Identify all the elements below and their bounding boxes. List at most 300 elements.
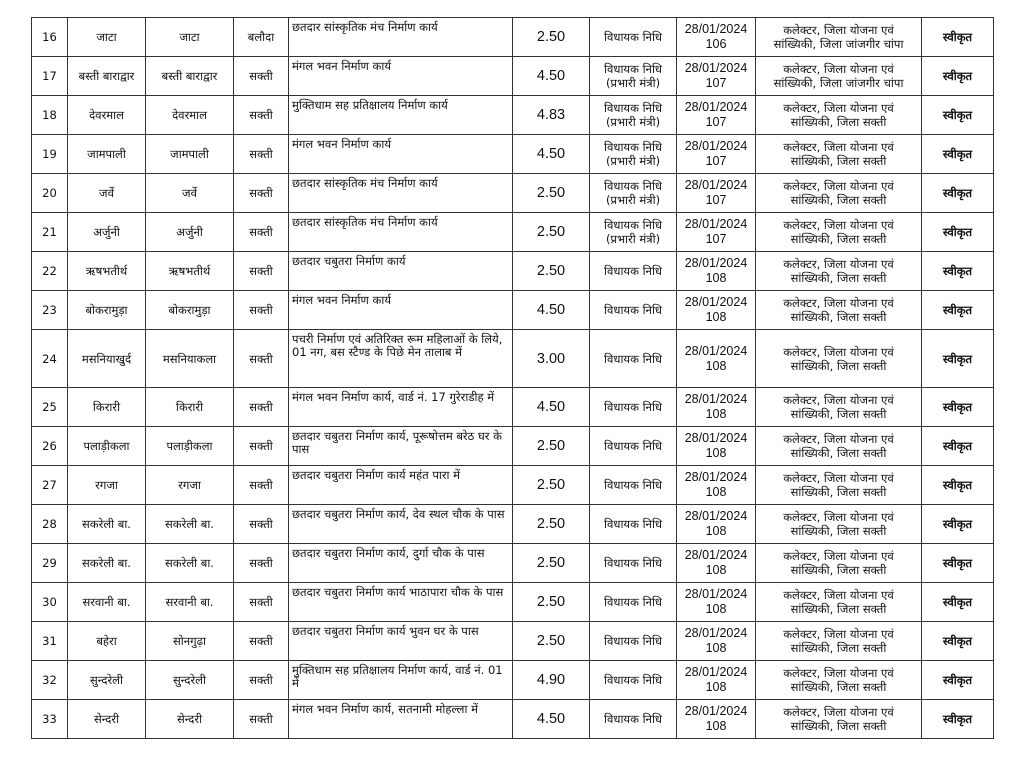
- fund-source: विधायक निधि: [604, 30, 662, 44]
- serial-number: 21: [42, 225, 57, 239]
- status-cell: [922, 18, 994, 57]
- authority-line-1: कलेक्टर, जिला योजना एवं: [783, 471, 894, 485]
- amount-cell: [513, 96, 590, 135]
- authority-line-2: सांख्यिकी, जिला सक्ती: [790, 154, 887, 168]
- work-description-cell: [289, 213, 513, 252]
- serial-number: 28: [42, 517, 57, 531]
- sanctioned-amount: 2.50: [536, 224, 566, 240]
- order-date-cell: [677, 427, 756, 466]
- work-description-cell: [289, 57, 513, 96]
- authority-cell: [756, 18, 922, 57]
- amount-cell: [513, 505, 590, 544]
- order-number: 107: [705, 76, 727, 90]
- fund-source-cell: [590, 18, 677, 57]
- village-cell: [68, 252, 146, 291]
- serial-number-cell: [32, 544, 68, 583]
- fund-source: विधायक निधि: [604, 264, 662, 278]
- serial-number-cell: [32, 700, 68, 739]
- status-label: स्वीकृत: [942, 225, 973, 239]
- order-date: 28/01/2024: [684, 470, 748, 484]
- status-label: स्वीकृत: [942, 673, 973, 687]
- status-cell: [922, 505, 994, 544]
- authority-cell: [756, 622, 922, 661]
- village-name: पलाड़ीकला: [83, 439, 130, 453]
- amount-cell: [513, 544, 590, 583]
- village-cell: [68, 213, 146, 252]
- status-label: स्वीकृत: [942, 556, 973, 570]
- fund-source-cell: [590, 96, 677, 135]
- amount-cell: [513, 18, 590, 57]
- serial-number: 17: [42, 69, 57, 83]
- serial-number-cell: [32, 252, 68, 291]
- gram-panchayat-cell: [146, 57, 234, 96]
- order-date: 28/01/2024: [684, 256, 748, 270]
- work-description: छतदार चबुतरा निर्माण कार्य महंत पारा में: [292, 468, 461, 482]
- gram-panchayat-name: बस्ती बाराद्वार: [161, 69, 218, 83]
- amount-cell: [513, 388, 590, 427]
- table-row: [32, 427, 994, 466]
- village-cell: [68, 330, 146, 388]
- order-date: 28/01/2024: [684, 392, 748, 406]
- serial-number: 26: [42, 439, 57, 453]
- order-date-cell: [677, 135, 756, 174]
- table-row: [32, 291, 994, 330]
- authority-line-1: कलेक्टर, जिला योजना एवं: [783, 705, 894, 719]
- serial-number: 22: [42, 264, 57, 278]
- gram-panchayat-cell: [146, 330, 234, 388]
- gram-panchayat-name: रगजा: [178, 478, 201, 492]
- work-description: मंगल भवन निर्माण कार्य: [292, 137, 391, 151]
- authority-line-1: कलेक्टर, जिला योजना एवं: [783, 549, 894, 563]
- authority-line-2: सांख्यिकी, जिला सक्ती: [790, 563, 887, 577]
- fund-source: विधायक निधि: [604, 101, 662, 115]
- authority-line-1: कलेक्टर, जिला योजना एवं: [783, 218, 894, 232]
- authority-line-2: सांख्यिकी, जिला सक्ती: [790, 271, 887, 285]
- authority-cell: [756, 544, 922, 583]
- fund-source: विधायक निधि: [604, 673, 662, 687]
- status-label: स्वीकृत: [942, 186, 973, 200]
- gram-panchayat-name: जर्वे: [182, 186, 197, 200]
- block-cell: [234, 252, 289, 291]
- status-label: स्वीकृत: [942, 264, 973, 278]
- village-cell: [68, 544, 146, 583]
- amount-cell: [513, 466, 590, 505]
- serial-number-cell: [32, 330, 68, 388]
- authority-line-1: कलेक्टर, जिला योजना एवं: [783, 432, 894, 446]
- work-description-cell: [289, 466, 513, 505]
- fund-source: विधायक निधि: [604, 439, 662, 453]
- authority-cell: [756, 174, 922, 213]
- order-number: 106: [705, 37, 727, 51]
- block-cell: [234, 466, 289, 505]
- sanctioned-amount: 4.50: [536, 68, 566, 84]
- block-cell: [234, 505, 289, 544]
- status-cell: [922, 291, 994, 330]
- status-cell: [922, 252, 994, 291]
- fund-source: विधायक निधि: [604, 303, 662, 317]
- authority-line-2: सांख्यिकी, जिला सक्ती: [790, 310, 887, 324]
- status-cell: [922, 622, 994, 661]
- village-name: बस्ती बाराद्वार: [78, 69, 135, 83]
- authority-cell: [756, 291, 922, 330]
- authority-cell: [756, 505, 922, 544]
- village-cell: [68, 622, 146, 661]
- status-cell: [922, 466, 994, 505]
- work-description: छतदार सांस्कृतिक मंच निर्माण कार्य: [292, 215, 438, 229]
- table-row: [32, 700, 994, 739]
- gram-panchayat-cell: [146, 291, 234, 330]
- authority-line-1: कलेक्टर, जिला योजना एवं: [783, 344, 894, 359]
- authority-line-1: कलेक्टर, जिला योजना एवं: [783, 510, 894, 524]
- status-label: स्वीकृत: [942, 595, 973, 609]
- village-name: जर्वे: [99, 186, 114, 200]
- authority-cell: [756, 388, 922, 427]
- serial-number: 27: [42, 478, 57, 492]
- village-name: सकरेली बा.: [82, 556, 131, 570]
- serial-number: 18: [42, 108, 57, 122]
- serial-number-cell: [32, 96, 68, 135]
- gram-panchayat-name: सरवानी बा.: [165, 595, 214, 609]
- order-date: 28/01/2024: [684, 509, 748, 523]
- gram-panchayat-name: अर्जुनी: [176, 225, 203, 239]
- sanctioned-amount: 2.50: [536, 477, 566, 493]
- fund-source-cell: [590, 544, 677, 583]
- amount-cell: [513, 427, 590, 466]
- village-cell: [68, 96, 146, 135]
- fund-source-cell: [590, 291, 677, 330]
- village-name: सेन्दरी: [93, 712, 120, 726]
- table-row: [32, 96, 994, 135]
- authority-line-1: कलेक्टर, जिला योजना एवं: [783, 296, 894, 310]
- authority-line-1: कलेक्टर, जिला योजना एवं: [783, 588, 894, 602]
- village-name: अर्जुनी: [93, 225, 120, 239]
- authority-line-2: सांख्यिकी, जिला जांजगीर चांपा: [773, 37, 904, 51]
- fund-source-cell: [590, 466, 677, 505]
- table-row: [32, 622, 994, 661]
- order-number: 108: [705, 602, 727, 616]
- fund-source-cell: [590, 330, 677, 388]
- fund-source-cell: [590, 622, 677, 661]
- work-description: छतदार चबुतरा निर्माण कार्य, पूरूषोत्तम बरेठ घर के पास: [292, 429, 502, 456]
- gram-panchayat-cell: [146, 135, 234, 174]
- order-number: 108: [705, 680, 727, 694]
- serial-number-cell: [32, 135, 68, 174]
- order-date-cell: [677, 174, 756, 213]
- order-number: 108: [705, 271, 727, 285]
- order-number: 108: [705, 641, 727, 655]
- village-name: बहेरा: [96, 634, 117, 648]
- status-cell: [922, 330, 994, 388]
- block-cell: [234, 583, 289, 622]
- work-description-cell: [289, 544, 513, 583]
- sanctioned-amount: 2.50: [536, 438, 566, 454]
- order-date-cell: [677, 661, 756, 700]
- sanctioned-amount: 4.90: [536, 672, 566, 688]
- block-cell: [234, 330, 289, 388]
- block-cell: [234, 388, 289, 427]
- gram-panchayat-cell: [146, 96, 234, 135]
- amount-cell: [513, 213, 590, 252]
- village-cell: [68, 661, 146, 700]
- amount-cell: [513, 622, 590, 661]
- order-date-cell: [677, 544, 756, 583]
- village-cell: [68, 427, 146, 466]
- serial-number-cell: [32, 505, 68, 544]
- village-name: जामपाली: [87, 147, 126, 161]
- order-date: 28/01/2024: [684, 665, 748, 679]
- order-date-cell: [677, 18, 756, 57]
- block-name: सक्ती: [249, 264, 273, 278]
- fund-source-cell: [590, 388, 677, 427]
- authority-line-1: कलेक्टर, जिला योजना एवं: [783, 140, 894, 154]
- authority-line-1: कलेक्टर, जिला योजना एवं: [783, 179, 894, 193]
- fund-source-cell: [590, 700, 677, 739]
- order-date-cell: [677, 505, 756, 544]
- order-number: 108: [705, 358, 727, 373]
- order-date: 28/01/2024: [684, 22, 748, 36]
- village-name: सरवानी बा.: [82, 595, 131, 609]
- status-label: स्वीकृत: [942, 147, 973, 161]
- sanctioned-amount: 2.50: [536, 633, 566, 649]
- order-number: 107: [705, 193, 727, 207]
- gram-panchayat-name: सोनगुढ़ा: [172, 634, 207, 648]
- order-date-cell: [677, 583, 756, 622]
- status-label: स्वीकृत: [942, 303, 973, 317]
- work-description-cell: [289, 135, 513, 174]
- work-description-cell: [289, 291, 513, 330]
- status-label: स्वीकृत: [942, 400, 973, 414]
- block-name: सक्ती: [249, 225, 273, 239]
- authority-cell: [756, 135, 922, 174]
- table-row: [32, 505, 994, 544]
- serial-number-cell: [32, 427, 68, 466]
- work-description: छतदार चबुतरा निर्माण कार्य भुवन घर के पास: [292, 624, 479, 638]
- sanctioned-amount: 4.50: [536, 146, 566, 162]
- status-cell: [922, 174, 994, 213]
- fund-source-cell: [590, 583, 677, 622]
- gram-panchayat-cell: [146, 622, 234, 661]
- status-cell: [922, 135, 994, 174]
- block-cell: [234, 18, 289, 57]
- status-cell: [922, 700, 994, 739]
- order-number: 108: [705, 407, 727, 421]
- serial-number-cell: [32, 466, 68, 505]
- order-date-cell: [677, 330, 756, 388]
- sanctioned-amount: 2.50: [536, 594, 566, 610]
- block-cell: [234, 700, 289, 739]
- work-description: पचरी निर्माण एवं अतिरिक्त रूम महिलाओं के लिये, 01 नग, बस स्टैण्ड के पिछे मेन तालाब में: [292, 332, 503, 359]
- block-name: सक्ती: [249, 517, 273, 531]
- status-cell: [922, 388, 994, 427]
- block-name: सक्ती: [249, 556, 273, 570]
- amount-cell: [513, 661, 590, 700]
- status-cell: [922, 96, 994, 135]
- gram-panchayat-cell: [146, 700, 234, 739]
- table-row: [32, 57, 994, 96]
- work-description-cell: [289, 252, 513, 291]
- fund-source-cell: [590, 661, 677, 700]
- sanctioned-amount: 3.00: [536, 350, 566, 367]
- village-cell: [68, 505, 146, 544]
- sanctioned-amount: 4.50: [536, 399, 566, 415]
- work-description-cell: [289, 427, 513, 466]
- status-label: स्वीकृत: [942, 712, 973, 726]
- serial-number: 25: [42, 400, 57, 414]
- serial-number: 30: [42, 595, 57, 609]
- work-description-cell: [289, 505, 513, 544]
- block-name: सक्ती: [249, 712, 273, 726]
- fund-source: विधायक निधि: [604, 62, 662, 76]
- gram-panchayat-name: मसनियाकला: [162, 351, 217, 366]
- order-date: 28/01/2024: [684, 217, 748, 231]
- village-cell: [68, 135, 146, 174]
- authority-cell: [756, 57, 922, 96]
- authority-cell: [756, 252, 922, 291]
- block-name: सक्ती: [249, 673, 273, 687]
- sanctioned-amount: 2.50: [536, 555, 566, 571]
- work-description: मंगल भवन निर्माण कार्य, वार्ड नं. 17 गुरेराडीह में: [292, 390, 495, 404]
- block-name: सक्ती: [249, 478, 273, 492]
- serial-number: 33: [42, 712, 57, 726]
- village-cell: [68, 174, 146, 213]
- authority-line-2: सांख्यिकी, जिला सक्ती: [790, 719, 887, 733]
- authority-line-1: कलेक्टर, जिला योजना एवं: [783, 62, 894, 76]
- fund-source-cell: [590, 57, 677, 96]
- block-name: सक्ती: [249, 303, 273, 317]
- status-label: स्वीकृत: [942, 108, 973, 122]
- fund-source-cell: [590, 427, 677, 466]
- order-number: 107: [705, 154, 727, 168]
- village-cell: [68, 388, 146, 427]
- order-date-cell: [677, 57, 756, 96]
- authority-cell: [756, 427, 922, 466]
- gram-panchayat-cell: [146, 252, 234, 291]
- work-description-cell: [289, 330, 513, 388]
- block-name: सक्ती: [249, 439, 273, 453]
- fund-source-subtext: (प्रभारी मंत्री): [605, 115, 661, 129]
- status-label: स्वीकृत: [942, 351, 973, 366]
- work-description: छतदार चबुतरा निर्माण कार्य भाठापारा चौक के पास: [292, 585, 504, 599]
- gram-panchayat-name: सकरेली बा.: [165, 517, 214, 531]
- gram-panchayat-name: जाटा: [179, 30, 200, 44]
- authority-line-1: कलेक्टर, जिला योजना एवं: [783, 23, 894, 37]
- table-row: [32, 213, 994, 252]
- work-description: छतदार सांस्कृतिक मंच निर्माण कार्य: [292, 20, 438, 34]
- fund-source-cell: [590, 135, 677, 174]
- fund-source-subtext: (प्रभारी मंत्री): [605, 154, 661, 168]
- order-number: 108: [705, 524, 727, 538]
- gram-panchayat-cell: [146, 544, 234, 583]
- authority-line-2: सांख्यिकी, जिला सक्ती: [790, 115, 887, 129]
- status-label: स्वीकृत: [942, 439, 973, 453]
- fund-source-cell: [590, 213, 677, 252]
- village-cell: [68, 57, 146, 96]
- fund-source: विधायक निधि: [604, 634, 662, 648]
- gram-panchayat-cell: [146, 583, 234, 622]
- amount-cell: [513, 583, 590, 622]
- gram-panchayat-name: पलाड़ीकला: [166, 439, 213, 453]
- village-name: रगजा: [95, 478, 118, 492]
- table-row: [32, 18, 994, 57]
- authority-line-2: सांख्यिकी, जिला सक्ती: [790, 485, 887, 499]
- fund-source: विधायक निधि: [604, 478, 662, 492]
- block-cell: [234, 544, 289, 583]
- work-description: छतदार चबुतरा निर्माण कार्य, देव स्थल चौक के पास: [292, 507, 505, 521]
- sanctioned-amount: 2.50: [536, 263, 566, 279]
- village-name: जाटा: [96, 30, 117, 44]
- order-number: 107: [705, 232, 727, 246]
- work-description-cell: [289, 18, 513, 57]
- authority-line-2: सांख्यिकी, जिला सक्ती: [790, 680, 887, 694]
- serial-number: 24: [42, 351, 57, 366]
- amount-cell: [513, 135, 590, 174]
- authority-line-2: सांख्यिकी, जिला सक्ती: [790, 641, 887, 655]
- order-date: 28/01/2024: [684, 61, 748, 75]
- fund-source-cell: [590, 252, 677, 291]
- gram-panchayat-name: सुन्दरेली: [173, 673, 206, 687]
- block-name: बलौदा: [247, 30, 275, 44]
- order-date: 28/01/2024: [684, 178, 748, 192]
- work-description: मुक्तिधाम सह प्रतिक्षालय निर्माण कार्य, वार्ड नं. 01 में: [292, 663, 503, 690]
- village-name: सकरेली बा.: [82, 517, 131, 531]
- block-cell: [234, 57, 289, 96]
- gram-panchayat-name: ऋषभतीर्थ: [168, 264, 211, 278]
- order-date: 28/01/2024: [684, 343, 748, 358]
- status-cell: [922, 213, 994, 252]
- works-table: [31, 17, 994, 739]
- authority-cell: [756, 96, 922, 135]
- fund-source-subtext: (प्रभारी मंत्री): [605, 76, 661, 90]
- gram-panchayat-name: सकरेली बा.: [165, 556, 214, 570]
- order-date-cell: [677, 213, 756, 252]
- order-date: 28/01/2024: [684, 431, 748, 445]
- order-date: 28/01/2024: [684, 139, 748, 153]
- table-row: [32, 544, 994, 583]
- village-cell: [68, 583, 146, 622]
- order-number: 108: [705, 485, 727, 499]
- authority-cell: [756, 661, 922, 700]
- block-name: सक्ती: [249, 400, 273, 414]
- village-cell: [68, 700, 146, 739]
- table-row: [32, 330, 994, 388]
- fund-source: विधायक निधि: [604, 400, 662, 414]
- table-row: [32, 583, 994, 622]
- sanctioned-amount: 4.50: [536, 711, 566, 727]
- amount-cell: [513, 330, 590, 388]
- gram-panchayat-cell: [146, 18, 234, 57]
- serial-number: 29: [42, 556, 57, 570]
- status-cell: [922, 427, 994, 466]
- fund-source: विधायक निधि: [604, 179, 662, 193]
- village-name: ऋषभतीर्थ: [85, 264, 128, 278]
- block-name: सक्ती: [249, 186, 273, 200]
- block-cell: [234, 213, 289, 252]
- serial-number: 31: [42, 634, 57, 648]
- village-name: मसनियाखुर्द: [81, 351, 132, 366]
- gram-panchayat-name: देवरमाल: [172, 108, 207, 122]
- serial-number-cell: [32, 57, 68, 96]
- sanctioned-amount: 2.50: [536, 185, 566, 201]
- authority-line-2: सांख्यिकी, जिला सक्ती: [790, 407, 887, 421]
- order-date-cell: [677, 622, 756, 661]
- work-description-cell: [289, 174, 513, 213]
- work-description: मंगल भवन निर्माण कार्य: [292, 293, 391, 307]
- village-cell: [68, 18, 146, 57]
- village-name: देवरमाल: [89, 108, 124, 122]
- serial-number-cell: [32, 388, 68, 427]
- serial-number: 20: [42, 186, 57, 200]
- work-description: छतदार चबुतरा निर्माण कार्य: [292, 254, 406, 268]
